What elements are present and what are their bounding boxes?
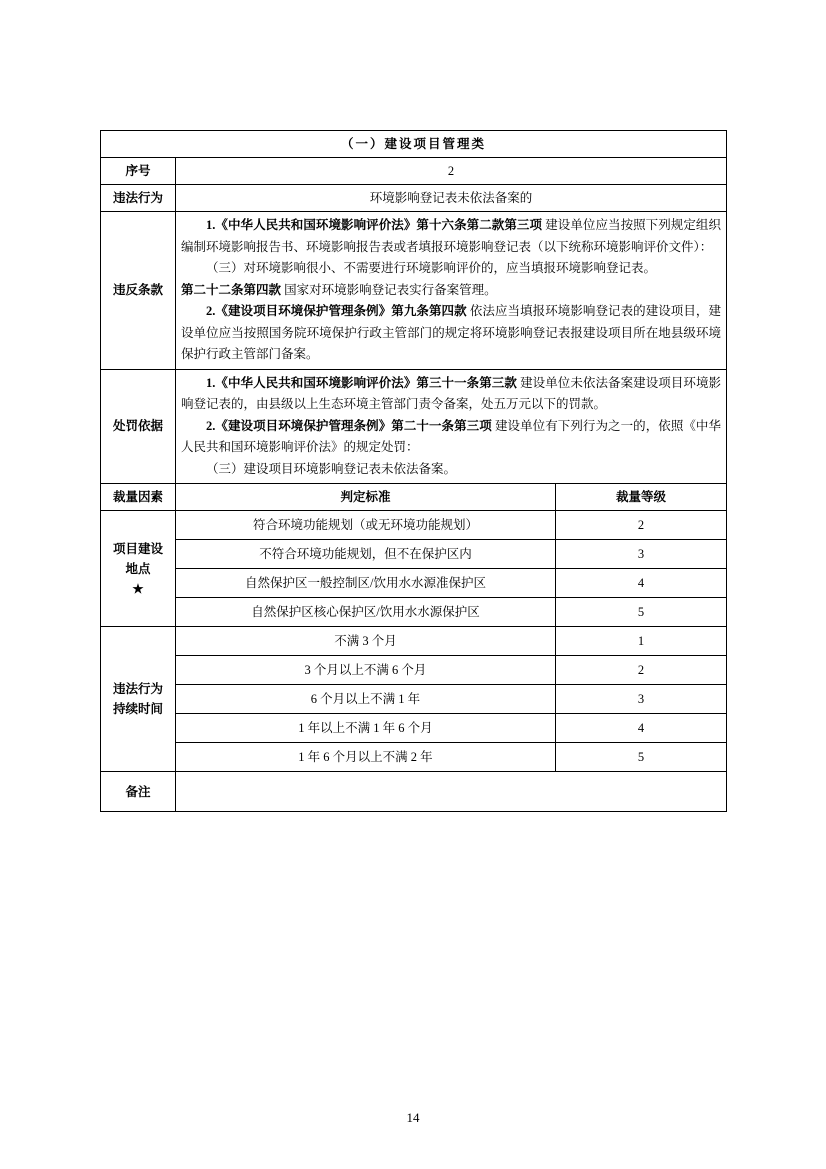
level-cell: 3 [556, 685, 727, 714]
criteria-cell: 不符合环境功能规划，但不在保护区内 [176, 540, 556, 569]
penalty-text-2: 建设单位有下列行为之一的，依照《中华人民共和国环境影响评价法》的规定处罚： [181, 418, 721, 454]
clause-paragraph-4 [181, 301, 721, 366]
level-cell: 5 [556, 743, 727, 772]
criteria-cell: 1 年以上不满 1 年 6 个月 [176, 714, 556, 743]
criteria-cell: 自然保护区一般控制区/饮用水水源准保护区 [176, 569, 556, 598]
criteria-cell: 自然保护区核心保护区/饮用水水源保护区 [176, 598, 556, 627]
serial-label: 序号 [101, 158, 176, 185]
criteria-cell: 3 个月以上不满 6 个月 [176, 656, 556, 685]
clause-paragraph-2 [181, 258, 721, 280]
penalty-basis-label: 处罚依据 [101, 369, 176, 484]
criteria-cell: 6 个月以上不满 1 年 [176, 685, 556, 714]
clauses-row [101, 212, 727, 370]
penalty-text-3: （三）建设项目环境影响登记表未依法备案。 [206, 461, 457, 476]
factor-name-duration [101, 627, 176, 772]
penalty-paragraph-2 [181, 416, 721, 459]
level-cell: 3 [556, 540, 727, 569]
level-cell: 2 [556, 656, 727, 685]
criteria-label: 判定标准 [176, 484, 556, 511]
violation-row [101, 185, 727, 212]
criteria-cell: 符合环境功能规划（或无环境功能规划） [176, 511, 556, 540]
factor-line: 项目建设 [112, 541, 163, 556]
table-row [101, 511, 727, 540]
violation-value: 环境影响登记表未依法备案的 [176, 185, 727, 212]
factor-line: 地点 [125, 561, 151, 576]
clause-text-3: 国家对环境影响登记表实行备案管理。 [281, 282, 497, 297]
table-row [101, 714, 727, 743]
level-cell: 4 [556, 569, 727, 598]
level-cell: 5 [556, 598, 727, 627]
note-row [101, 772, 727, 812]
factor-line: ★ [132, 581, 144, 596]
level-cell: 2 [556, 511, 727, 540]
factor-name-location [101, 511, 176, 627]
clause-ref-4: 2.《建设项目环境保护管理条例》第九条第四款 [206, 304, 467, 318]
discretion-factor-label: 裁量因素 [101, 484, 176, 511]
factor-line: 持续时间 [112, 702, 163, 716]
criteria-cell: 1 年 6 个月以上不满 2 年 [176, 743, 556, 772]
level-cell: 4 [556, 714, 727, 743]
page-number: 14 [406, 1110, 420, 1125]
note-value [176, 772, 727, 812]
table-row [101, 540, 727, 569]
level-cell: 1 [556, 627, 727, 656]
penalty-basis-content [176, 369, 727, 484]
table-row [101, 685, 727, 714]
factor-line: 违法行为 [112, 682, 163, 696]
serial-row [101, 158, 727, 185]
clause-paragraph-3 [181, 280, 721, 302]
discretion-benchmark-table [100, 130, 727, 812]
penalty-text-1: 建设单位未依法备案建设项目环境影响登记表的，由县级以上生态环境主管部门责令备案，处五万元以下的罚款。 [181, 375, 722, 411]
clauses-label: 违反条款 [101, 212, 176, 370]
table-row [101, 743, 727, 772]
penalty-basis-row [101, 369, 727, 484]
criteria-cell: 不满 3 个月 [176, 627, 556, 656]
clause-ref-1: 1.《中华人民共和国环境影响评价法》第十六条第二款第三项 [206, 218, 543, 232]
note-label: 备注 [101, 772, 176, 812]
penalty-ref-2: 2.《建设项目环境保护管理条例》第二十一条第三项 [206, 418, 492, 433]
clause-paragraph-1 [181, 215, 721, 258]
table-title-row [101, 131, 727, 158]
table-title: （一）建设项目管理类 [101, 131, 727, 158]
penalty-ref-1: 1.《中华人民共和国环境影响评价法》第三十一条第三款 [206, 375, 517, 390]
table-row [101, 598, 727, 627]
clause-text-2: （三）对环境影响很小、不需要进行环境影响评价的，应当填报环境影响登记表。 [206, 261, 657, 275]
clause-text-1: 建设单位应当按照下列规定组织编制环境影响报告书、环境影响报告表或者填报环境影响登记表（以下统称环境影响评价文件）： [181, 218, 721, 254]
criteria-header-row [101, 484, 727, 511]
table-row [101, 569, 727, 598]
penalty-paragraph-1 [181, 373, 721, 416]
clause-text-4: 依法应当填报环境影响登记表的建设项目，建设单位应当按照国务院环境保护行政主管部门的规定将环境影响登记表报建设项目所在地县级环境保护行政主管部门备案。 [181, 304, 722, 361]
clause-ref-3: 第二十二条第四款 [181, 282, 282, 297]
table-row [101, 627, 727, 656]
table-row [101, 656, 727, 685]
serial-value: 2 [176, 158, 727, 185]
violation-label: 违法行为 [101, 185, 176, 212]
clauses-content [176, 212, 727, 370]
penalty-paragraph-3 [181, 459, 721, 481]
discretion-level-label: 裁量等级 [556, 484, 727, 511]
